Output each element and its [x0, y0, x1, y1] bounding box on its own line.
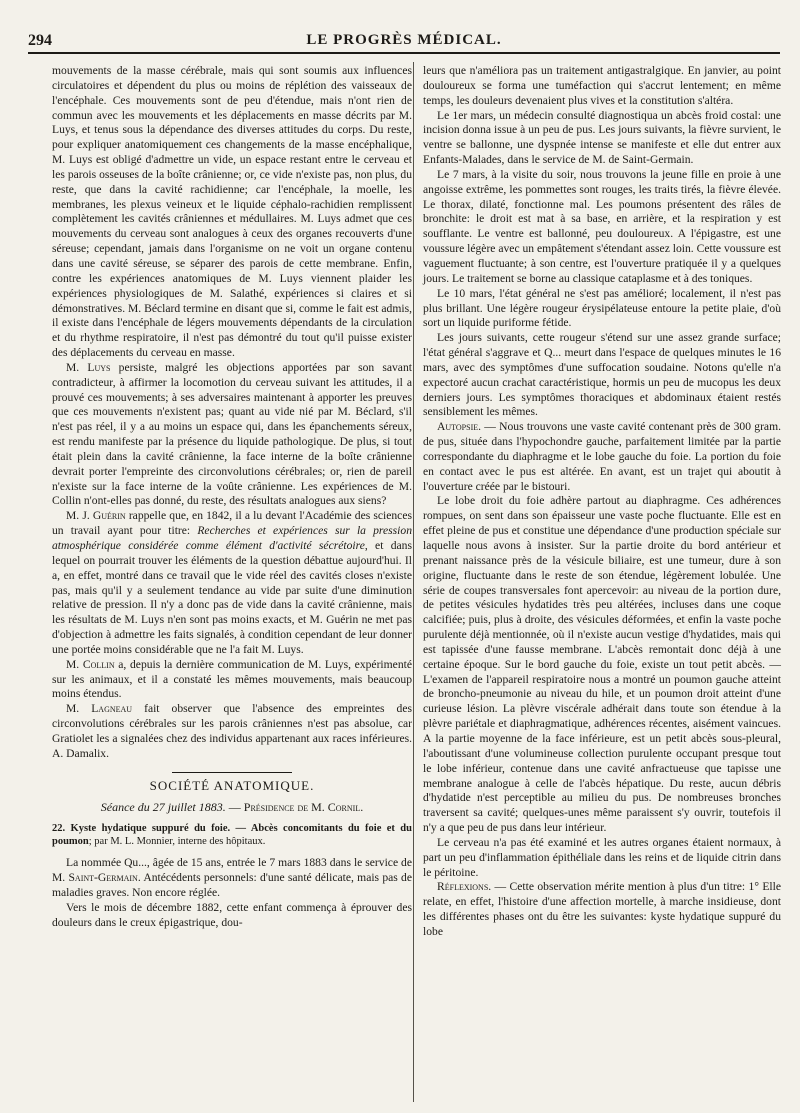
header-rule — [28, 52, 780, 54]
session-president: — Présidence de M. Cornil. — [225, 799, 364, 814]
session-line — [52, 800, 412, 815]
paragraph: mouvements de la masse cérébrale, mais qui sont soumis aux influences circulatoires et dépendent du plus ou moins de réplétion des vaisseaux de l'encéphale. Ces mouvements sont de peu d'étendue, mais n'ont rien de commun avec les mouvements et les déplacements en masse décrits par M. Luys, et tenus sous la dépendance des diverses attitudes du corps. Du reste, pour expliquer anatomiquement ces changements de la masse encéphalique, M. Luys est obligé d'admettre un vide, un espace restant entre le cerveau et les parois osseuses de la boîte crânienne; or, ce vide n'existe pas, non plus, du reste, que dans la cavité rachidienne; car l'encéphale, la moelle, les membranes, les plexus veineux et le liquide céphalo-rachidien remplissent complètement les cavités crâniennes et médullaires. M. Luys admet que ces mouvements du cerveau sont analogues à ceux des organes recouverts d'une séreuse; cependant, jamais dans l'organisme on ne voit un organe contenu dans une cavité séreuse, se séparer des parois de cette membrane. Enfin, contre les expériences anatomiques de M. Luys viennent plaider les expériences physiologiques de M. Salathé, expériences si claires et si démonstratives. M. Béclard termine en disant que si, comme le fait est admis, il existe dans l'encéphale de légers mouvements dépendants de la circulation et du rhythme respiratoire, il n'est pas démontré du tout qu'il puisse exister des déplacements du cerveau en masse. — [52, 64, 412, 360]
section-label: Réflexions. — [437, 880, 492, 894]
paragraph: Les jours suivants, cette rougeur s'étend sur une assez grande surface; l'état général s'aggrave et Q... meurt dans l'espace de quelques minutes le 16 mars, avec des symptômes d'une suffocation soudaine. Notons qu'elle n'a expectoré aucun crachat caractéristique, hormis un peu de mucopus les deux derniers jours. Les symptômes thoraciques et abdominaux étaient restés sensiblement les mêmes. — [423, 331, 781, 419]
case-title-text: Kyste hydatique suppuré du foie. — Abcès concomitants du foie et du poumon — [52, 823, 412, 848]
paragraph — [52, 509, 412, 657]
work-title: Recherches et expériences sur la pression atmosphérique considérée comme élément d'activité sécrétoire — [52, 524, 412, 552]
paragraph-text: , et dans lequel on pourrait trouver les éléments de la question débattue aujourd'hui. Il a, en effet, montré dans ce travail que le vide réel des cavités closes n'existe pas, mais qu'il y a seulement tendance au vide par suite d'une diminution relative de pression. Il n'y a donc pas de vide dans la cavité crânienne, mais les résultats de M. Luys n'en sont pas moins exacts, et M. Guérin ne met pas d'objection à admettre les faits signalés, à condition cependant de leur donner une portée moins considérable que ne l'a fait M. Luys. — [52, 539, 412, 656]
paragraph — [52, 658, 412, 703]
speaker-name: M. Collin — [66, 657, 115, 671]
paragraph: Le 7 mars, à la visite du soir, nous trouvons la jeune fille en proie à une angoisse extrême, les pommettes sont rouges, les traits tirés, la fièvre élevée. Le thorax, dilaté, fonctionne mal. Les poumons présentent des râles de bronchite: le droit est mat à sa base, en arrière, et la respiration y est soufflante. Le ventre est ballonné, peu douloureux. A l'épigastre, est une voussure légère avec un empâtement s'étendant assez loin. Cette voussure est vaguement fluctuante; à son centre, est l'ouverture pratiquée il y a quelques jours. Le traitement se borne au classique cataplasme et à des toniques. — [423, 167, 781, 285]
speaker-name: M. Luys — [66, 360, 111, 374]
paragraph-text: . Antécédents personnels: d'une santé délicate, mais pas de maladies graves. Non encore réglée. — [52, 871, 412, 900]
person-name: Saint-Germain — [68, 871, 138, 885]
paragraph: Vers le mois de décembre 1882, cette enfant commença à éprouver des douleurs dans le creux épigastrique, dou- — [52, 900, 412, 929]
page-number: 294 — [28, 32, 52, 49]
paragraph-text: rappelle que, en 1842, il a lu devant l'Académie des sciences un travail ayant pour titre: — [52, 509, 412, 538]
paragraph: Le 10 mars, l'état général ne s'est pas amélioré; localement, il n'est pas plus brillant. Une légère rougeur érysipélateuse entoure la petite plaie, d'où sort un liquide puriforme fétide. — [423, 286, 781, 330]
paragraph — [52, 361, 412, 509]
paragraph — [423, 420, 781, 494]
paragraph: Le cerveau n'a pas été examiné et les autres organes étaient normaux, à part un peu d'inflammation épithéliale dans les reins et de liquide citrin dans le péritoine. — [423, 835, 781, 879]
paragraph-text: persiste, malgré les objections apportées par son savant contradicteur, à affirmer la locomotion du cerveau suivant les attitudes, il a prouvé ces mouvements; à ses adversaires maintenant à apporter les preuves que ces mouvements n'existent pas; quant au vide nié par M. Béclard, s'il n'est pas réel, il y a au moins un espace qui, dans les épanchements séreux, est rendu manifeste par la présence du liquide pathologique. De plus, si tout était plein dans la cavité crânienne, la face interne de la boîte crânienne devrait porter l'empreinte des circonvolutions cérébrales; or, rien de pareil n'existe sur la face interne de la voûte crânienne. Les expériences de M. Collin n'ont-elles pas donné, du reste, des résultats analogues aux siens? — [52, 360, 412, 508]
paragraph-text: La nommée Qu..., âgée de 15 ans, entrée le 7 mars 1883 dans le service de M. — [52, 856, 412, 885]
section-title: SOCIÉTÉ ANATOMIQUE. — [149, 777, 315, 793]
paragraph — [423, 880, 781, 939]
paragraph: leurs que n'améliora pas un traitement antigastralgique. En janvier, au point douloureux se forma une tuméfaction qui s'accrut lentement; en même temps, les douleurs devenaient plus vives et la constitution s'altéra. — [423, 64, 781, 107]
paragraph-text: — Cette observation mérite mention à plus d'un titre: 1° Elle relate, en effet, l'histoire d'une affection mortelle, à marche insidieuse, dont les différentes phases ont du être les suivantes: kyste hydatique suppuré du lobe — [423, 880, 781, 938]
paragraph: Le lobe droit du foie adhère partout au diaphragme. Ces adhérences rompues, on sent dans son épaisseur une vaste poche fluctuante. Elle est en effet pleine de pus et constitue une dépendance d'une production spéciale sur laquelle nous avons à insister. Sur la partie droite du bord antérieur et prenant naissance près de la vésicule biliaire, est une tumeur, dure à son origine, fluctuante dans le reste de son étendue, légèrement lobulée. Une série de coupes transversales font apercevoir: au niveau de la portion dure, de petites vésicules hydatides très peu altérées, incluses dans une coque calcifiée; puis, plus à droite, des vésicules déformées, et enfin la vaste poche purulente déjà mentionnée, où il n'existe aucun vestige d'hydatides, mais qui est tapissée d'une fausse membrane. L'abcès remontait donc déjà à une certaine époque. Sur le bord gauche du foie, existe un tout petit abcès. — L'examen de l'appareil respiratoire nous a montré un poumon gauche atteint de broncho-pneumonie au niveau du hile, et un poumon droit atteint d'une curieuse lésion. La plèvre viscérale adhérait dans toute son étendue à la plèvre pariétale et diaphragmatique, adhérences récentes, aisément vaincues. A la partie moyenne de la face inférieure, est un petit abcès sous-pleural, l'aboutissant d'une volumineuse collection purulente occupant presque tout le lobe inférieur, contenue dans une cavité anfractueuse que tapisse une membrane analogue à celle de l'abcès hépatique. Du reste, aucun débris d'hydatide n'est perceptible au milieu du pus. De nombreuses bronches traversent sa cavité; quelques-unes même paraissent s'y ouvrir, toutefois il n'y a que peu de pus dans leur intérieur. — [423, 494, 781, 835]
paragraph — [52, 702, 412, 761]
paragraph-text: a, depuis la dernière communication de M. Luys, expérimenté sur les animaux, et il a constaté les mêmes mouvements, mais beaucoup moins étendus. — [52, 657, 412, 701]
left-column — [52, 64, 412, 931]
section-label: Autopsie. — [437, 420, 482, 434]
journal-title: LE PROGRÈS MÉDICAL. — [306, 32, 502, 48]
section-separator — [172, 772, 292, 773]
paragraph-text: — Nous trouvons une vaste cavité contenant près de 300 gram. de pus, située dans l'hypochondre gauche, parfaitement limitée par la partie correspondante du diaphragme et le lobe gauche du foie. La portion du foie en contact avec le pus est altérée. En avant, est un trajet qui aboutit à l'ouverture créée par le bistouri. — [423, 420, 781, 493]
speaker-name: M. Lagneau — [66, 702, 133, 716]
case-author: ; par M. L. Monnier, interne des hôpitaux. — [88, 836, 266, 848]
speaker-name: M. J. Guérin — [66, 509, 126, 523]
column-divider — [413, 62, 414, 1102]
page-header — [28, 30, 780, 52]
session-date: Séance du 27 juillet 1883. — [100, 799, 226, 814]
right-column — [423, 64, 781, 940]
case-number: 22. — [52, 823, 66, 835]
case-title — [52, 822, 412, 848]
paragraph — [52, 856, 412, 901]
paragraph: Le 1er mars, un médecin consulté diagnostiqua un abcès froid costal: une incision donna issue à un peu de pus. Les jours suivants, la fièvre survient, le ventre se ballonne, une dyspnée intense se manifeste et elle dut entrer aux Enfants-Malades, dans le service de M. de Saint-Germain. — [423, 108, 781, 167]
paragraph-text: fait observer que l'absence des empreintes des circonvolutions cérébrales sur les parois crâniennes n'est pas absolue, car Gratiolet les a signalées chez des individus appartenant aux races inférieures. A. Damalix. — [52, 702, 412, 760]
